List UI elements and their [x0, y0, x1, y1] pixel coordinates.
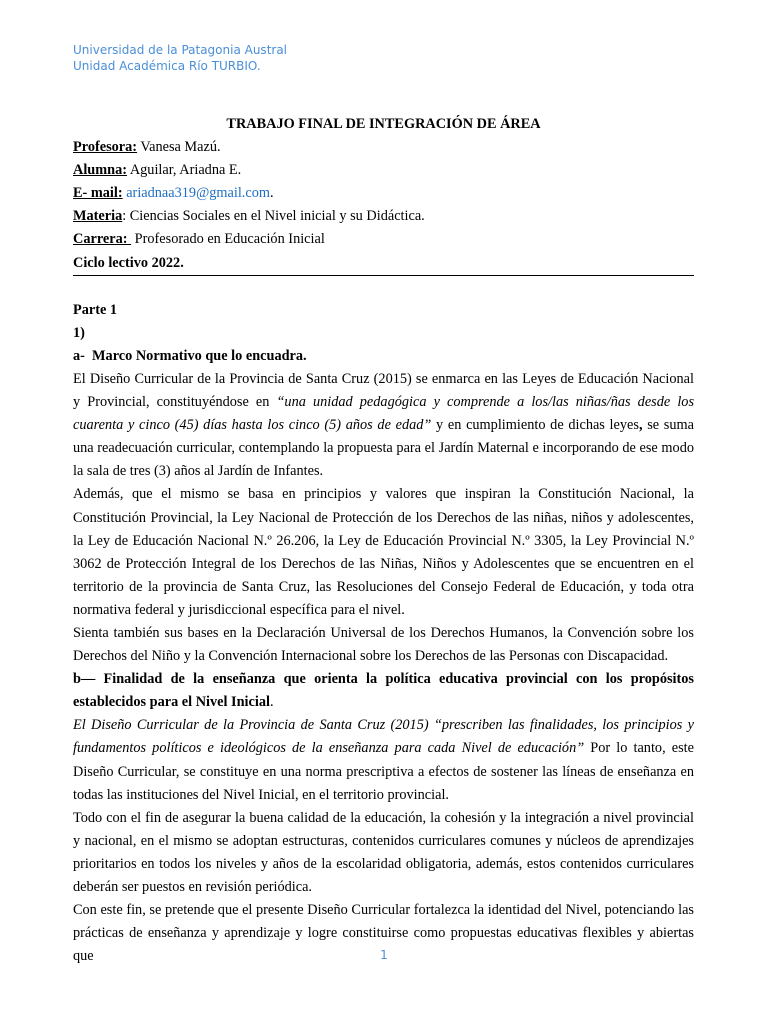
profesora-label: Profesora: [73, 139, 138, 156]
email-suffix: . [270, 185, 274, 202]
page-number: 1 [380, 948, 388, 962]
email-link[interactable]: ariadnaa319@gmail.com [122, 185, 270, 202]
paragraph-4 [73, 714, 694, 806]
paragraph-5: Todo con el fin de asegurar la buena calidad de la educación, la cohesión y la integración a nivel provincial y nacional, en el mismo se adoptan estructuras, contenidos curriculares comunes y núcleos de aprendizajes prioritarios en todos los niveles y años de la escolaridad obligatoria, además, estos contenidos curriculares deberán ser puestos en revisión periódica. [73, 809, 694, 895]
heading-b-text: b— Finalidad de la enseñanza que orienta la política educativa provincial con los propósitos establecidos para el Nivel Inicial [73, 671, 694, 711]
profesora-value: Vanesa Mazú. [137, 139, 221, 156]
ciclo-lectivo: Ciclo lectivo 2022. [73, 252, 694, 276]
field-alumna [73, 159, 694, 182]
materia-label: Materia [73, 208, 123, 225]
field-carrera [73, 228, 694, 251]
paragraph-1-bold-comma: , [638, 417, 643, 434]
field-email [73, 182, 694, 205]
page-header [73, 43, 287, 74]
carrera-label: Carrera: [73, 231, 132, 248]
document-body [73, 113, 694, 968]
paragraph-1-text-2: y en cumplimiento de dichas leyes [431, 417, 639, 434]
body-text [73, 368, 694, 968]
field-materia [73, 205, 694, 228]
alumna-label: Alumna: [73, 162, 128, 179]
section-heading-parte: Parte 1 [73, 301, 118, 318]
materia-value: : Ciencias Sociales en el Nivel inicial y su Didáctica. [122, 208, 425, 225]
heading-a: a- Marco Normativo que lo encuadra. [73, 347, 307, 364]
paragraph-1-text-3: se suma una readecuación curricular, contemplando la propuesta para el Jardín Maternal e incorporando de ese modo la sala de tres (3) años al Jardín de Infantes. [73, 417, 694, 480]
email-label: E- mail: [73, 185, 123, 202]
university-name: Universidad de la Patagonia Austral [73, 43, 288, 57]
paragraph-1-quote: “una unidad pedagógica y comprende a los/las niñas/ñas desde los cuarenta y cinco (45) días hasta los cinco (5) años de edad” [73, 394, 695, 434]
paragraph-6: Con este fin, se pretende que el presente Diseño Curricular fortalezca la identidad del Nivel, potenciando las prácticas de enseñanza y aprendizaje y logre constituirse como propuestas educativas flexibles y abiertas que [73, 902, 694, 965]
paragraph-1 [73, 368, 694, 483]
spacer [73, 276, 694, 299]
section-number: 1) [73, 324, 85, 341]
carrera-value: Profesorado en Educación Inicial [131, 231, 325, 248]
paragraph-4-italic: El Diseño Curricular de la Provincia de Santa Cruz (2015) “prescriben las finalidades, los principios y fundamentos políticos e ideológicos de la enseñanza para cada Nivel de educación” [73, 717, 694, 757]
academic-unit: Unidad Académica Río TURBIO. [73, 58, 261, 73]
paragraph-2: Además, que el mismo se basa en principios y valores que inspiran la Constitución Nacional, la Constitución Provincial, la Ley Nacional de Protección de los Derechos de las niñas, niños y adolescentes, la Ley de Educación Nacional N.º 26.206, la Ley de Educación Provincial N.º 3305, la Ley Provincial N.º 3062 de Protección Integral de los Derechos de las Niñas, Niños y Adolescentes que se encuentren en el territorio de la provincia de Santa Cruz, las Resoluciones del Consejo Federal de Educación, y toda otra normativa federal y jurisdiccional específica para el nivel. [73, 486, 694, 618]
heading-b-tail: . [269, 694, 274, 711]
paragraph-4-text: Por lo tanto, este Diseño Curricular, se constituye en una norma prescriptiva a efectos de sostener las líneas de enseñanza en todas las instituciones del Nivel Inicial, en el territorio provincial. [73, 740, 694, 803]
paragraph-1-text: El Diseño Curricular de la Provincia de Santa Cruz (2015) se enmarca en las Leyes de Educación Nacional y Provincial, constituyéndose en [73, 370, 694, 411]
alumna-value: Aguilar, Ariadna E. [127, 162, 242, 179]
document-title: TRABAJO FINAL DE INTEGRACIÓN DE ÁREA [226, 116, 541, 132]
heading-b [73, 668, 694, 714]
field-profesora [73, 136, 694, 159]
paragraph-3: Sienta también sus bases en la Declaración Universal de los Derechos Humanos, la Convención sobre los Derechos del Niño y la Convención Internacional sobre los Derechos de las Personas con Discapacidad. [73, 624, 694, 665]
